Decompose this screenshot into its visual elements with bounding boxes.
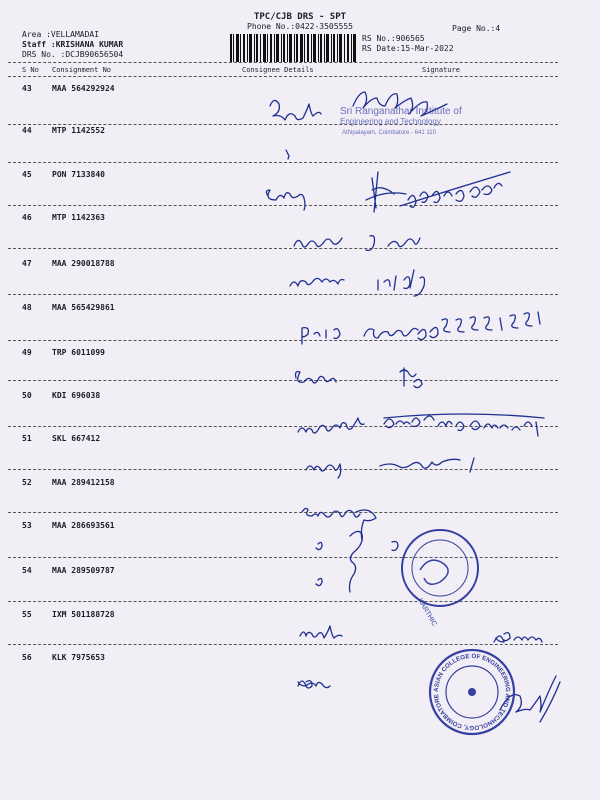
row-consignment: MAA 289509787: [52, 566, 115, 575]
signature-scribble: [316, 542, 322, 549]
asian-college-round-stamp: [430, 650, 514, 734]
signature-scribble: [306, 464, 341, 478]
staff-label: Staff :KRISHANA KUMAR: [22, 40, 124, 49]
row-sno: 50: [22, 391, 32, 400]
area-label: Area :VELLAMADAI: [22, 30, 100, 39]
row-sno: 54: [22, 566, 32, 575]
signature-scribble: [316, 578, 322, 585]
row-consignment: MAA 565429861: [52, 303, 115, 312]
signature-scribble: [298, 418, 364, 433]
signature-scribble: [270, 100, 321, 120]
signature-scribble: [294, 238, 342, 247]
rs-number: RS No.:906565: [362, 34, 425, 43]
col-consignment: Consignment No: [52, 66, 112, 74]
signature-scribble: [494, 633, 542, 642]
stamp-text: Sri Ranganathar Institute of: [340, 106, 462, 117]
row-consignment: KDI 696038: [52, 391, 101, 400]
row-consignment: MTP 1142363: [52, 213, 105, 222]
phone-number: Phone No.:0422-3505555: [247, 22, 353, 31]
row-consignment: MAA 286693561: [52, 521, 115, 530]
signature-scribble: [290, 278, 344, 286]
row-sno: 45: [22, 170, 32, 179]
row-sno: 52: [22, 478, 32, 487]
stamp-text: KARTHIC: [416, 597, 438, 628]
sheet-title: TPC/CJB DRS - SPT: [253, 12, 347, 22]
signature-scribble: [384, 416, 538, 436]
page-number: Page No.:4: [452, 24, 501, 33]
row-sno: 56: [22, 653, 32, 662]
signature-scribble: [302, 328, 340, 344]
institute-stamp: [340, 106, 462, 136]
row-consignment: MAA 290018788: [52, 259, 115, 268]
row-sno: 49: [22, 348, 32, 357]
row-sno: 55: [22, 610, 32, 619]
row-consignment: MAA 289412158: [52, 478, 115, 487]
row-consignment: MTP 1142552: [52, 126, 105, 135]
rs-date: RS Date:15-Mar-2022: [362, 44, 454, 53]
col-signature: Signature: [422, 66, 460, 74]
karthic-round-stamp: [402, 530, 478, 628]
signature-scribble: [378, 270, 425, 296]
row-sno: 48: [22, 303, 32, 312]
row-consignment: TRP 6011099: [52, 348, 105, 357]
drs-number: DRS No. :DCJB90656504: [22, 50, 124, 59]
row-sno: 47: [22, 259, 32, 268]
signature-scribble: [364, 328, 418, 338]
row-consignment: SKL 667412: [52, 434, 101, 443]
row-consignment: MAA 564292924: [52, 84, 115, 93]
row-consignment: KLK 7975653: [52, 653, 105, 662]
signature-scribble: [384, 414, 544, 418]
signature-scribble: [302, 508, 360, 517]
signature-scribble: [350, 531, 363, 592]
signature-scribble: [298, 681, 330, 688]
row-sno: 53: [22, 521, 32, 530]
signature-scribble: [266, 190, 305, 210]
stamp-text: Athipalayam, Coimbatore - 641 110: [342, 130, 436, 136]
row-consignment: PON 7133840: [52, 170, 105, 179]
signature-scribble: [392, 542, 398, 551]
signature-scribble: [408, 183, 502, 207]
signature-scribble: [418, 312, 540, 340]
stamp-text: Engineering and Technology: [340, 117, 441, 126]
row-consignment: IXM 501188728: [52, 610, 115, 619]
signature-scribble: [380, 458, 474, 472]
row-sno: 46: [22, 213, 32, 222]
signature-scribble: [286, 150, 289, 159]
stamp-text: ASIAN COLLEGE OF ENGINEERING AND TECHNOLOGY, COIMBATORE: [432, 652, 512, 732]
signature-scribble: [296, 372, 337, 383]
signature-scribble: [300, 626, 342, 638]
col-sno: S No: [22, 66, 39, 74]
row-sno: 44: [22, 126, 32, 135]
col-consignee: Consignee Details: [242, 66, 314, 74]
signature-scribble: [366, 236, 420, 251]
row-sno: 43: [22, 84, 32, 93]
signature-scribble: [400, 368, 422, 388]
row-sno: 51: [22, 434, 32, 443]
signature-scribble: [400, 172, 510, 206]
